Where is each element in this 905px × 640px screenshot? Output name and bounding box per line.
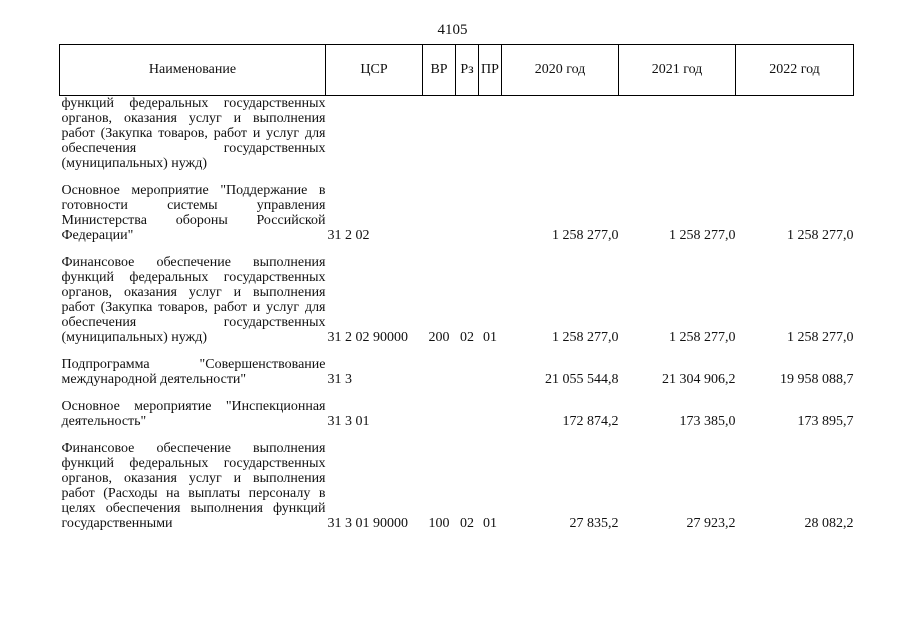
row-2020: 1 258 277,0	[552, 228, 619, 243]
row-spacer	[60, 345, 854, 357]
row-csr	[326, 96, 423, 172]
row-2020	[502, 96, 619, 172]
row-vr	[423, 183, 456, 243]
row-spacer	[60, 243, 854, 255]
row-2022: 19 958 088,7	[780, 372, 854, 387]
row-pr	[479, 357, 502, 387]
row-rz	[456, 183, 479, 243]
row-vr: 100	[428, 516, 450, 531]
row-pr: 01	[483, 516, 497, 531]
row-csr: 31 3	[327, 372, 352, 387]
row-2022: 28 082,2	[804, 516, 854, 531]
row-vr	[423, 399, 456, 429]
table-row	[60, 441, 854, 531]
row-2021: 27 923,2	[686, 516, 736, 531]
row-2022	[736, 96, 854, 172]
row-spacer	[60, 429, 854, 441]
header-2020: 2020 год	[502, 45, 619, 96]
row-2020: 172 874,2	[562, 414, 619, 429]
header-2022: 2022 год	[736, 45, 854, 96]
table-row	[60, 255, 854, 345]
row-vr	[423, 357, 456, 387]
header-name: Наименование	[60, 45, 326, 96]
header-csr: ЦСР	[326, 45, 423, 96]
table-row	[60, 183, 854, 243]
row-name: Финансовое обеспечение выполнения функций федеральных государственных органов, оказания услуг и выполнения работ (Закупка товаров, работ и услуг для обеспечения государственных (муниципальных) нужд)	[61, 255, 326, 345]
row-csr: 31 3 01 90000	[327, 516, 408, 531]
row-csr: 31 3 01	[327, 414, 370, 429]
budget-table	[59, 44, 854, 531]
row-2022: 1 258 277,0	[787, 330, 854, 345]
row-rz	[456, 357, 479, 387]
row-rz: 02	[460, 330, 474, 345]
row-vr	[423, 96, 456, 172]
row-2022: 1 258 277,0	[787, 228, 854, 243]
row-spacer	[60, 387, 854, 399]
header-pr: ПР	[479, 45, 502, 96]
row-pr	[479, 183, 502, 243]
row-2020: 27 835,2	[569, 516, 619, 531]
row-pr: 01	[483, 330, 497, 345]
table-row	[60, 96, 854, 172]
row-pr	[479, 399, 502, 429]
table-row	[60, 399, 854, 429]
row-name: Финансовое обеспечение выполнения функций федеральных государственных органов, оказания услуг и выполнения работ (Расходы на выплаты персоналу в целях обеспечения выполнения функций государственными	[61, 441, 326, 531]
table-row	[60, 357, 854, 387]
row-2022: 173 895,7	[797, 414, 854, 429]
row-rz	[456, 96, 479, 172]
row-name: Основное мероприятие "Поддержание в готовности системы управления Министерства обороны Российской Федерации"	[61, 183, 326, 243]
row-2021: 1 258 277,0	[669, 228, 736, 243]
row-2020: 21 055 544,8	[545, 372, 619, 387]
row-name: функций федеральных государственных органов, оказания услуг и выполнения работ (Закупка товаров, работ и услуг для обеспечения государственных (муниципальных) нужд)	[61, 96, 326, 171]
table-header	[60, 45, 854, 96]
row-name: Подпрограмма "Совершенствование международной деятельности"	[61, 357, 326, 387]
row-spacer	[60, 171, 854, 183]
row-vr: 200	[428, 330, 450, 345]
row-pr	[479, 96, 502, 172]
row-2021: 1 258 277,0	[669, 330, 736, 345]
row-csr: 31 2 02	[327, 228, 370, 243]
row-2021: 21 304 906,2	[662, 372, 736, 387]
row-csr: 31 2 02 90000	[327, 330, 408, 345]
row-rz	[456, 399, 479, 429]
page-number: 4105	[437, 22, 468, 38]
header-vr: ВР	[423, 45, 456, 96]
header-2021: 2021 год	[619, 45, 736, 96]
row-2020: 1 258 277,0	[552, 330, 619, 345]
header-rz: Рз	[456, 45, 479, 96]
row-2021: 173 385,0	[679, 414, 736, 429]
table-body	[60, 96, 854, 532]
row-rz: 02	[460, 516, 474, 531]
row-name: Основное мероприятие "Инспекционная деятельность"	[61, 399, 326, 429]
row-2021	[619, 96, 736, 172]
